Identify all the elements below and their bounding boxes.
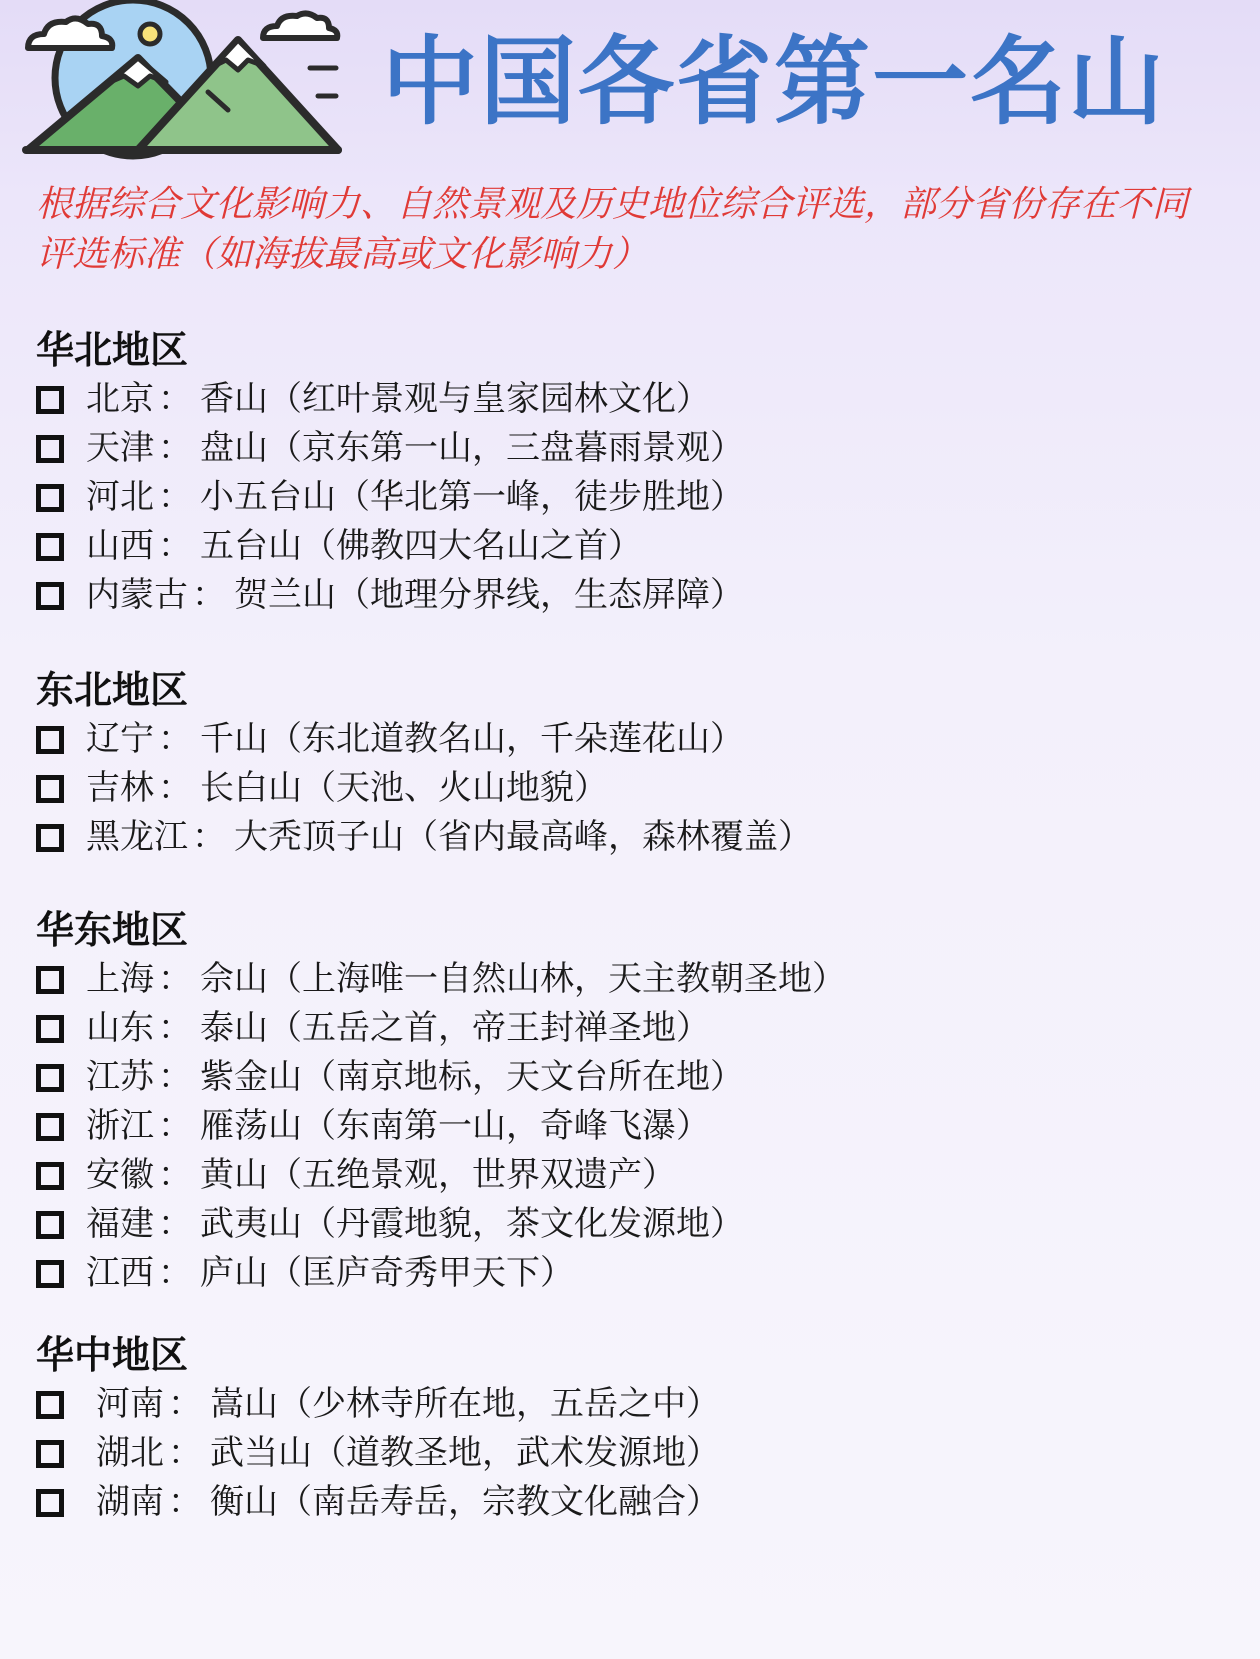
list-item: 江苏 ： 紫金山 （南京地标，天文台所在地） [36, 1053, 1216, 1102]
region-title: 华北地区 [36, 328, 189, 372]
list-item: 内蒙古 ： 贺兰山 （地理分界线，生态屏障） [36, 571, 1216, 620]
list-item: 辽宁 ： 千山 （东北道教名山，千朵莲花山） [36, 715, 1216, 764]
list-item: 吉林 ： 长白山 （天池、火山地貌） [36, 764, 1216, 813]
checkbox-icon [36, 824, 64, 852]
checkbox-icon [36, 1211, 64, 1239]
region-title: 东北地区 [36, 668, 189, 712]
list-item: 黑龙江 ： 大秃顶子山 （省内最高峰，森林覆盖） [36, 813, 1216, 862]
page-title: 中国各省第一名山 [382, 26, 1166, 138]
checkbox-icon [36, 533, 64, 561]
checkbox-icon [36, 1391, 64, 1419]
checkbox-icon [36, 1260, 64, 1288]
mountain-sun-cloud-icon [18, 0, 358, 165]
checkbox-icon [36, 1440, 64, 1468]
checkbox-icon [36, 1489, 64, 1517]
region-huadong [36, 905, 1216, 1298]
list-item: 河南 ： 嵩山 （少林寺所在地，五岳之中） [36, 1380, 1216, 1429]
checkbox-icon [36, 966, 64, 994]
list-item: 山东 ： 泰山 （五岳之首，帝王封禅圣地） [36, 1004, 1216, 1053]
list-item: 北京 ： 香山 （红叶景观与皇家园林文化） [36, 375, 1216, 424]
region-huabei [36, 325, 1216, 620]
list-item: 天津 ： 盘山 （京东第一山，三盘暮雨景观） [36, 424, 1216, 473]
list-item: 湖南 ： 衡山 （南岳寿岳，宗教文化融合） [36, 1478, 1216, 1527]
checkbox-icon [36, 726, 64, 754]
checkbox-icon [36, 484, 64, 512]
list-item: 河北 ： 小五台山 （华北第一峰，徒步胜地） [36, 473, 1216, 522]
list-item: 上海 ： 佘山 （上海唯一自然山林，天主教朝圣地） [36, 955, 1216, 1004]
checkbox-icon [36, 1064, 64, 1092]
list-item: 安徽 ： 黄山 （五绝景观，世界双遗产） [36, 1151, 1216, 1200]
checkbox-icon [36, 386, 64, 414]
list-item: 福建 ： 武夷山 （丹霞地貌，茶文化发源地） [36, 1200, 1216, 1249]
list-item: 山西 ： 五台山 （佛教四大名山之首） [36, 522, 1216, 571]
region-dongbei [36, 665, 1216, 862]
checkbox-icon [36, 582, 64, 610]
region-huazhong [36, 1330, 1216, 1527]
header [0, 0, 1260, 175]
region-title: 华东地区 [36, 908, 189, 952]
subtitle: 根据综合文化影响力、自然景观及历史地位综合评选，部分省份存在不同评选标准（如海拔最高或文化影响力） [36, 184, 1189, 275]
checkbox-icon [36, 1113, 64, 1141]
list-item: 浙江 ： 雁荡山 （东南第一山，奇峰飞瀑） [36, 1102, 1216, 1151]
list-item: 江西 ： 庐山 （匡庐奇秀甲天下） [36, 1249, 1216, 1298]
region-title: 华中地区 [36, 1333, 189, 1377]
checkbox-icon [36, 1015, 64, 1043]
checkbox-icon [36, 775, 64, 803]
checkbox-icon [36, 1162, 64, 1190]
checkbox-icon [36, 435, 64, 463]
list-item: 湖北 ： 武当山 （道教圣地，武术发源地） [36, 1429, 1216, 1478]
